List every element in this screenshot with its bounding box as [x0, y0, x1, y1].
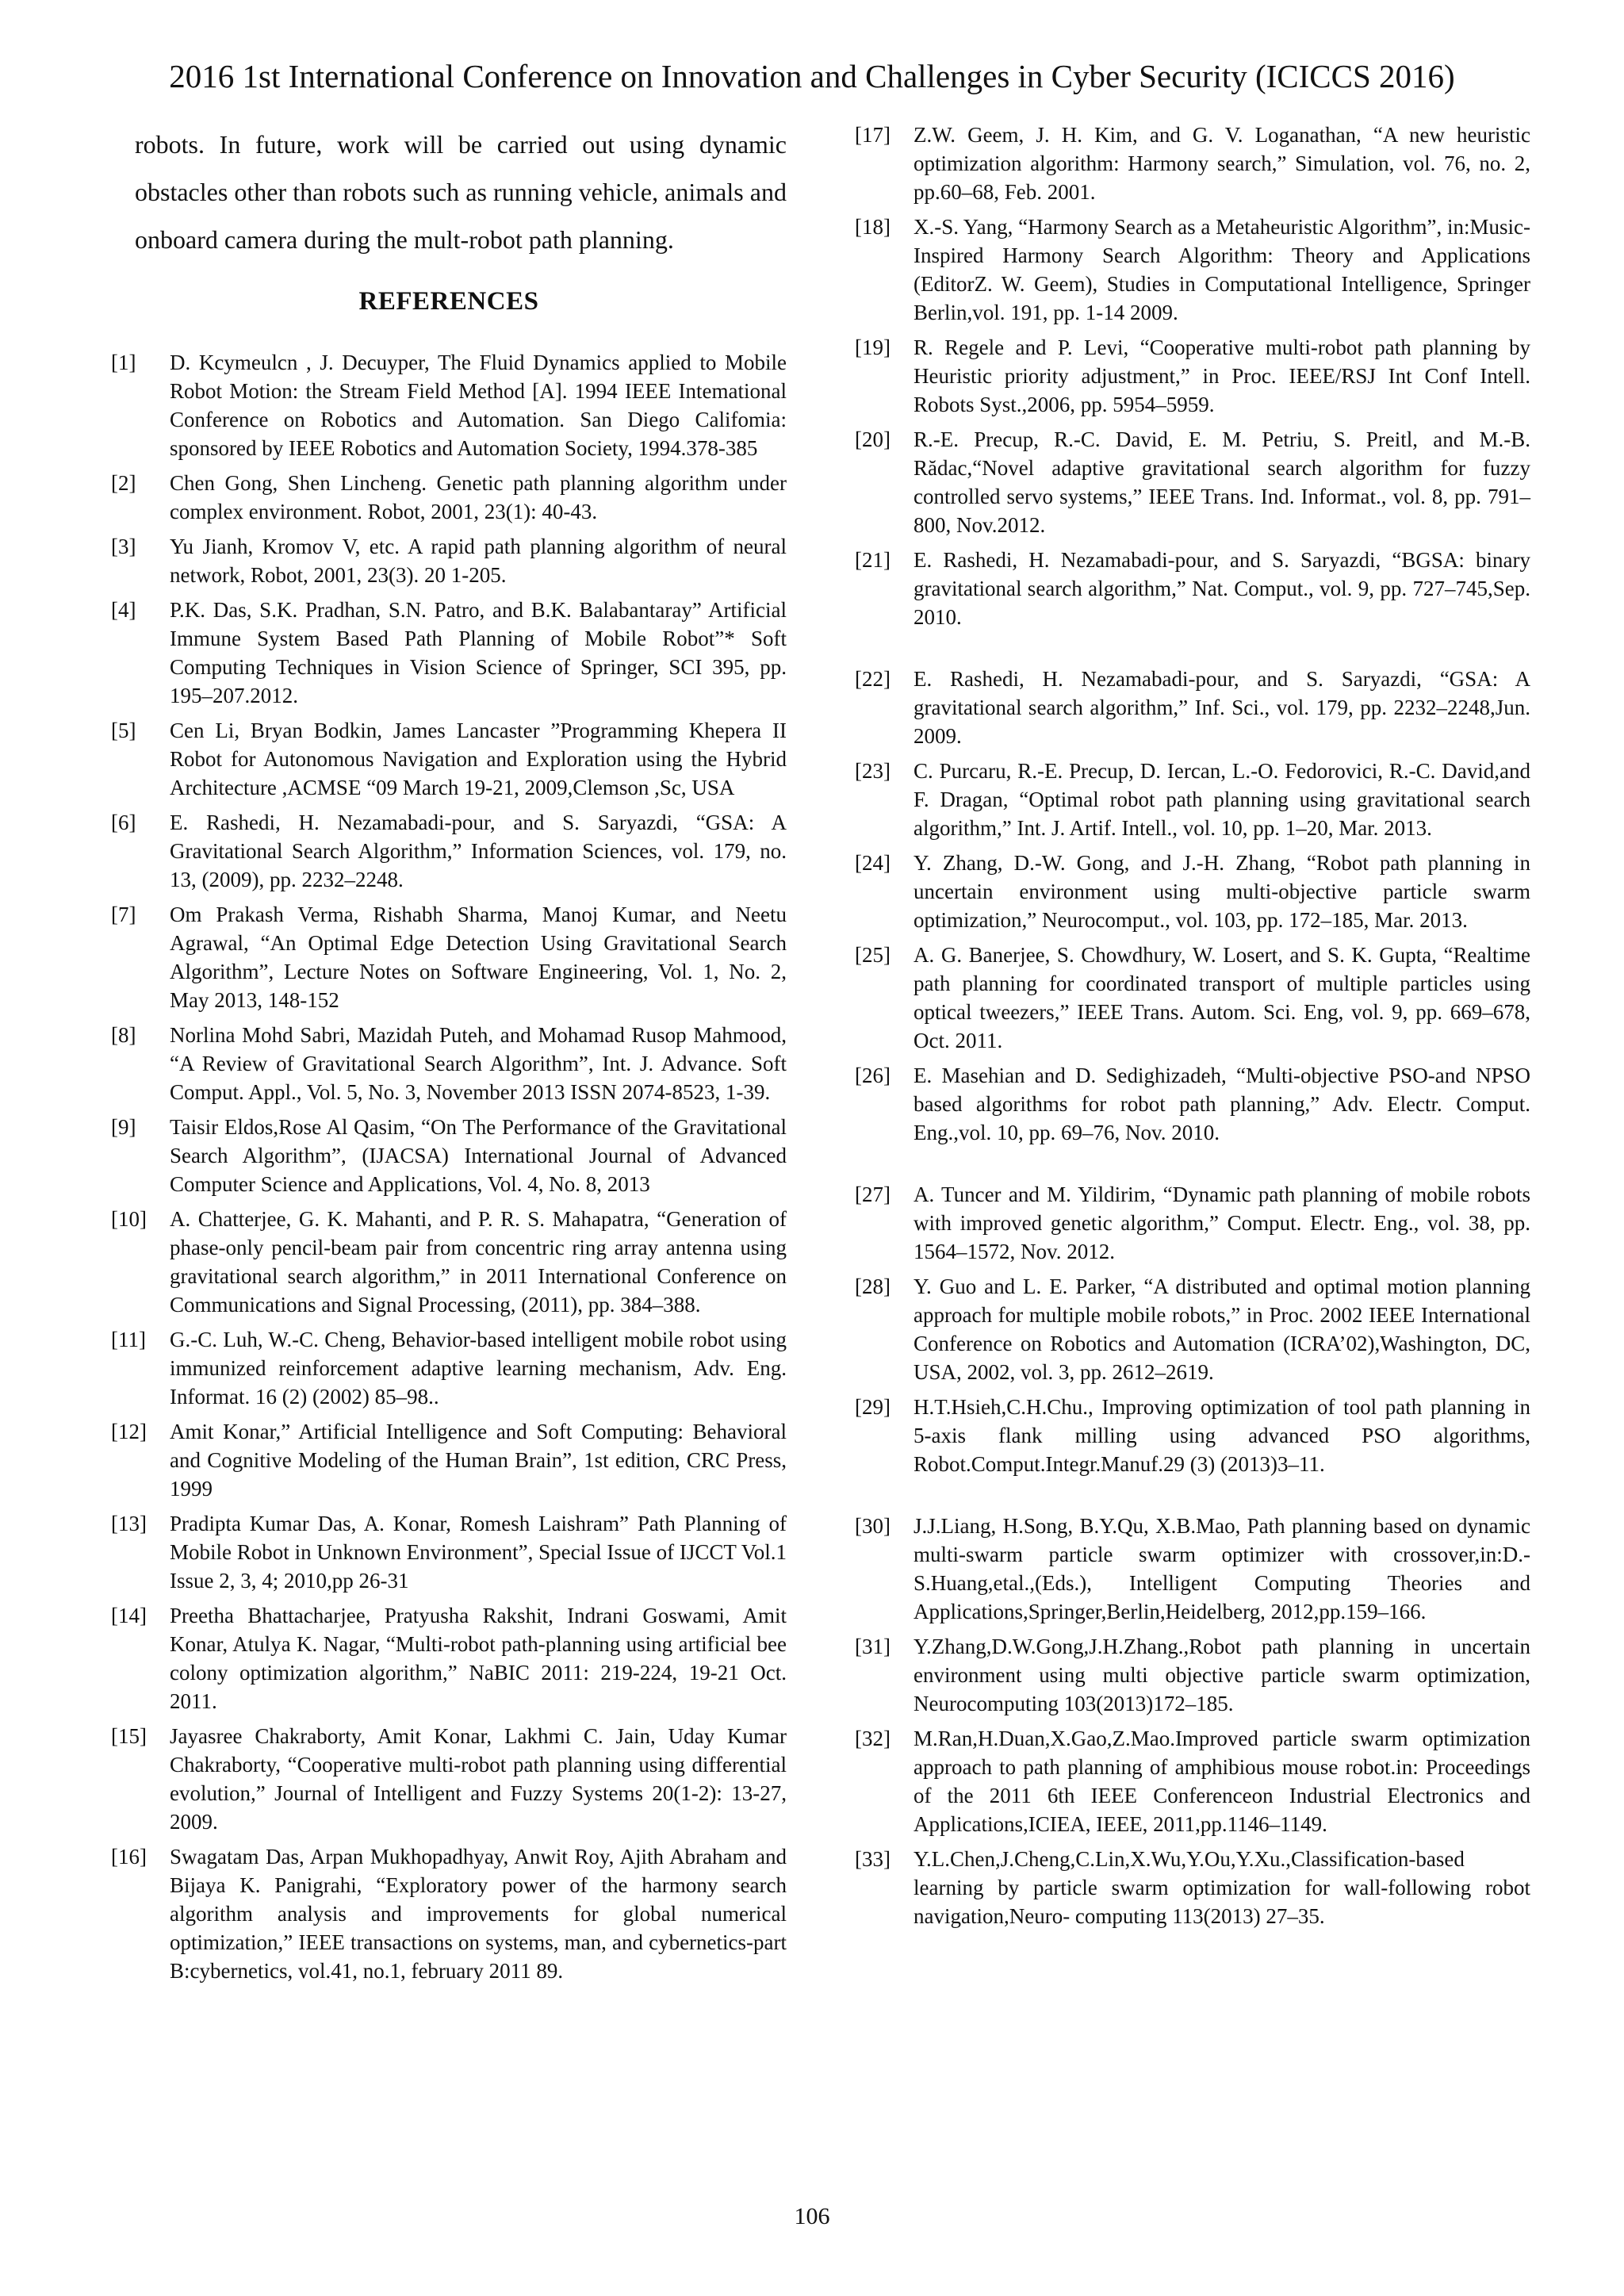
reference-text: Pradipta Kumar Das, A. Konar, Romesh Laishram” Path Planning of Mobile Robot in Unknown Environment”, Special Issue of IJCCT Vol.1 Issue 2, 3, 4; 2010,pp 26-31 [170, 1512, 787, 1593]
reference-text: A. Tuncer and M. Yildirim, “Dynamic path planning of mobile robots with improved genetic algorithm,” Comput. Electr. Eng., vol. 38, pp. 1564–1572, Nov. 2012. [914, 1182, 1530, 1263]
reference-number: [1] [111, 351, 136, 374]
reference-number: [14] [111, 1604, 147, 1627]
reference-number: [31] [855, 1635, 891, 1658]
reference-number: [27] [855, 1182, 891, 1206]
reference-item [855, 1724, 1530, 1838]
reference-text: E. Rashedi, H. Nezamabadi-pour, and S. Saryazdi, “GSA: A Gravitational Search Algorithm,” Information Sciences, vol. 179, no. 13, (2009), pp. 2232–2248. [170, 811, 787, 891]
reference-number: [5] [111, 719, 136, 742]
reference-number: [28] [855, 1274, 891, 1298]
reference-number: [19] [855, 335, 891, 359]
reference-item [111, 532, 787, 589]
reference-text: Taisir Eldos,Rose Al Qasim, “On The Performance of the Gravitational Search Algorithm”, (IJACSA) International Journal of Advanced Computer Science and Applications, Vol. 4, No. 8, 2013 [170, 1115, 787, 1196]
reference-number: [7] [111, 903, 136, 926]
reference-number: [18] [855, 215, 891, 239]
reference-text: Amit Konar,” Artificial Intelligence and Soft Computing: Behavioral and Cognitive Modeling of the Human Brain”, 1st edition, CRC Press, 1999 [170, 1420, 787, 1501]
reference-item [855, 1512, 1530, 1626]
reference-number: [29] [855, 1395, 891, 1419]
reference-number: [8] [111, 1023, 136, 1047]
reference-text: M.Ran,H.Duan,X.Gao,Z.Mao.Improved particle swarm optimization approach to path planning of amphibious mouse robot.in: Proceedings of the 2011 6th IEEE Conferenceon Industrial Electronics and Applications,ICIEA, IEEE, 2011,pp.1146–1149. [914, 1727, 1530, 1836]
reference-number: [4] [111, 598, 136, 622]
reference-text: Jayasree Chakraborty, Amit Konar, Lakhmi C. Jain, Uday Kumar Chakraborty, “Cooperative multi-robot path planning using differential evolution,” Journal of Intelligent and Fuzzy Systems 20(1-2): 13-27, 2009. [170, 1724, 787, 1834]
reference-item [111, 900, 787, 1014]
reference-text: G.-C. Luh, W.-C. Cheng, Behavior-based intelligent mobile robot using immunized reinforcement adaptive learning mechanism, Adv. Eng. Informat. 16 (2) (2002) 85–98.. [170, 1328, 787, 1409]
reference-text: Y.L.Chen,J.Cheng,C.Lin,X.Wu,Y.Ou,Y.Xu.,Classification-based learning by particle swarm optimization for wall-following robot navigation,Neuro- computing 113(2013) 27–35. [914, 1847, 1530, 1928]
reference-number: [10] [111, 1207, 147, 1231]
reference-text: Norlina Mohd Sabri, Mazidah Puteh, and Mohamad Rusop Mahmood, “A Review of Gravitational Search Algorithm”, Int. J. Advance. Soft Comput. Appl., Vol. 5, No. 3, November 2013 ISSN 2074-8523, 1-39. [170, 1023, 787, 1104]
reference-item [855, 665, 1530, 750]
reference-number: [13] [111, 1512, 147, 1535]
reference-number: [2] [111, 471, 136, 495]
reference-text: Y. Guo and L. E. Parker, “A distributed and optimal motion planning approach for multiple mobile robots,” in Proc. 2002 IEEE International Conference on Robotics and Automation (ICRA’02),Washington, DC, USA, 2002, vol. 3, pp. 2612–2619. [914, 1274, 1530, 1384]
conference-header: 2016 1st International Conference on Innovation and Challenges in Cyber Security (ICICCS 2016) [169, 58, 1455, 94]
reference-number: [9] [111, 1115, 136, 1139]
reference-number: [16] [111, 1845, 147, 1869]
reference-item [855, 941, 1530, 1055]
reference-item [855, 1393, 1530, 1478]
reference-text: R.-E. Precup, R.-C. David, E. M. Petriu, S. Preitl, and M.-B. Rădac,“Novel adaptive gravitational search algorithm for fuzzy controlled servo systems,” IEEE Trans. Ind. Informat., vol. 8, pp. 791–800, Nov.2012. [914, 427, 1530, 537]
reference-item [855, 1272, 1530, 1386]
reference-number: [17] [855, 123, 891, 147]
reference-number: [32] [855, 1727, 891, 1750]
reference-item [111, 808, 787, 894]
references-heading: REFERENCES [358, 287, 539, 316]
reference-number: [3] [111, 535, 136, 558]
reference-text: D. Kcymeulcn , J. Decuyper, The Fluid Dynamics applied to Mobile Robot Motion: the Stream Field Method [A]. 1994 IEEE Intemational Conference on Robotics and Automation. San Diego Califomia: sponsored by IEEE Robotics and Automation Society, 1994.378-385 [170, 351, 787, 460]
reference-text: A. Chatterjee, G. K. Mahanti, and P. R. S. Mahapatra, “Generation of phase-only pencil-beam pair from concentric ring array antenna using gravitational search algorithm,” in 2011 International Conference on Communications and Signal Processing, (2011), pp. 384–388. [170, 1207, 787, 1317]
reference-number: [15] [111, 1724, 147, 1748]
conclusion-text: robots. In future, work will be carried out using dynamic obstacles other than robots such as running vehicle, animals and onboard camera during the mult-robot path planning. [135, 130, 787, 254]
reference-text: Swagatam Das, Arpan Mukhopadhyay, Anwit Roy, Ajith Abraham and Bijaya K. Panigrahi, “Exploratory power of the harmony search algorithm analysis and improvements for global numerical optimization,” IEEE transactions on systems, man, and cybernetics-part B:cybernetics, vol.41, no.1, february 2011 89. [170, 1845, 787, 1983]
reference-number: [11] [111, 1328, 146, 1351]
reference-text: Preetha Bhattacharjee, Pratyusha Rakshit, Indrani Goswami, Amit Konar, Atulya K. Nagar, “Multi-robot path-planning using artificial bee colony optimization algorithm,” NaBIC 2011: 219-224, 19-21 Oct. 2011. [170, 1604, 787, 1713]
reference-item [111, 1113, 787, 1198]
reference-number: [33] [855, 1847, 891, 1871]
reference-number: [6] [111, 811, 136, 834]
left-column [111, 121, 787, 1991]
reference-item [855, 333, 1530, 419]
reference-text: X.-S. Yang, “Harmony Search as a Metaheuristic Algorithm”, in:Music-Inspired Harmony Search Algorithm: Theory and Applications (EditorZ. W. Geem), Studies in Computational Intelligence, Springer Berlin,vol. 191, pp. 1-14 2009. [914, 215, 1530, 324]
reference-number: [20] [855, 427, 891, 451]
reference-text: E. Masehian and D. Sedighizadeh, “Multi-objective PSO-and NPSO based algorithms for robot path planning,” Adv. Electr. Comput. Eng.,vol. 10, pp. 69–76, Nov. 2010. [914, 1064, 1530, 1144]
reference-item [111, 596, 787, 710]
reference-text: R. Regele and P. Levi, “Cooperative multi-robot path planning by Heuristic priority adjustment,” in Proc. IEEE/RSJ Int Conf Intell. Robots Syst.,2006, pp. 5954–5959. [914, 335, 1530, 416]
reference-text: Chen Gong, Shen Lincheng. Genetic path planning algorithm under complex environment. Robot, 2001, 23(1): 40-43. [170, 471, 787, 523]
reference-item [855, 757, 1530, 842]
reference-text: E. Rashedi, H. Nezamabadi-pour, and S. Saryazdi, “GSA: A gravitational search algorithm,” Inf. Sci., vol. 179, pp. 2232–2248,Jun. 2009. [914, 667, 1530, 748]
reference-item [111, 469, 787, 526]
reference-text: P.K. Das, S.K. Pradhan, S.N. Patro, and B.K. Balabantaray” Artificial Immune System Based Path Planning of Mobile Robot”* Soft Computing Techniques in Vision Science of Springer, SCI 395, pp. 195–207.2012. [170, 598, 787, 707]
reference-number: [26] [855, 1064, 891, 1087]
reference-number: [12] [111, 1420, 147, 1443]
reference-text: Y. Zhang, D.-W. Gong, and J.-H. Zhang, “Robot path planning in uncertain environment using multi-objective particle swarm optimization,” Neurocomput., vol. 103, pp. 172–185, Mar. 2013. [914, 851, 1530, 932]
reference-text: Yu Jianh, Kromov V, etc. A rapid path planning algorithm of neural network, Robot, 2001, 23(3). 20 1-205. [170, 535, 787, 587]
reference-item [111, 1722, 787, 1836]
reference-item [855, 1845, 1530, 1930]
reference-text: H.T.Hsieh,C.H.Chu., Improving optimization of tool path planning in 5-axis flank milling using advanced PSO algorithms, Robot.Comput.Integr.Manuf.29 (3) (2013)3–11. [914, 1395, 1530, 1476]
reference-item [111, 1601, 787, 1715]
reference-number: [21] [855, 548, 891, 572]
reference-item [111, 1325, 787, 1411]
reference-text: Y.Zhang,D.W.Gong,J.H.Zhang.,Robot path planning in uncertain environment using multi objective particle swarm optimization, Neurocomputing 103(2013)172–185. [914, 1635, 1530, 1715]
reference-number: [30] [855, 1514, 891, 1538]
reference-text: A. G. Banerjee, S. Chowdhury, W. Losert, and S. K. Gupta, “Realtime path planning for coordinated transport of multiple particles using optical tweezers,” IEEE Trans. Autom. Sci. Eng, vol. 9, pp. 669–678, Oct. 2011. [914, 943, 1530, 1052]
reference-item [855, 546, 1530, 631]
reference-text: Om Prakash Verma, Rishabh Sharma, Manoj Kumar, and Neetu Agrawal, “An Optimal Edge Detection Using Gravitational Search Algorithm”, Lecture Notes on Software Engineering, Vol. 1, No. 2, May 2013, 148-152 [170, 903, 787, 1012]
reference-text: E. Rashedi, H. Nezamabadi-pour, and S. Saryazdi, “BGSA: binary gravitational search algorithm,” Nat. Comput., vol. 9, pp. 727–745,Sep. 2010. [914, 548, 1530, 629]
reference-item [855, 425, 1530, 539]
reference-number: [22] [855, 667, 891, 691]
reference-item [111, 1021, 787, 1106]
references-list-left [111, 348, 787, 1985]
reference-item [855, 1061, 1530, 1147]
reference-number: [24] [855, 851, 891, 875]
reference-item [111, 1509, 787, 1595]
reference-text: Z.W. Geem, J. H. Kim, and G. V. Loganathan, “A new heuristic optimization algorithm: Harmony search,” Simulation, vol. 76, no. 2, pp.60–68, Feb. 2001. [914, 123, 1530, 204]
reference-item [111, 1417, 787, 1503]
reference-item [111, 716, 787, 802]
references-list-right [855, 121, 1530, 1930]
reference-item [111, 348, 787, 462]
right-column [855, 121, 1530, 1937]
reference-text: C. Purcaru, R.-E. Precup, D. Iercan, L.-O. Fedorovici, R.-C. David,and F. Dragan, “Optimal robot path planning using gravitational search algorithm,” Int. J. Artif. Intell., vol. 10, pp. 1–20, Mar. 2013. [914, 759, 1530, 840]
reference-item [855, 213, 1530, 327]
reference-item [855, 121, 1530, 206]
reference-item [111, 1205, 787, 1319]
reference-item [855, 849, 1530, 934]
page-number: 106 [794, 2203, 830, 2229]
reference-item [855, 1180, 1530, 1266]
reference-text: J.J.Liang, H.Song, B.Y.Qu, X.B.Mao, Path planning based on dynamic multi-swarm particle swarm optimizer with crossover,in:D.-S.Huang,etal.,(Eds.), Intelligent Computing Theories and Applications,Springer,Berlin,Heidelberg, 2012,pp.159–166. [914, 1514, 1530, 1623]
reference-item [111, 1842, 787, 1985]
reference-number: [25] [855, 943, 891, 967]
reference-number: [23] [855, 759, 891, 783]
reference-item [855, 1632, 1530, 1718]
reference-text: Cen Li, Bryan Bodkin, James Lancaster ”Programming Khepera II Robot for Autonomous Navigation and Exploration using the Hybrid Architecture ,ACMSE “09 March 19-21, 2009,Clemson ,Sc, USA [170, 719, 787, 799]
